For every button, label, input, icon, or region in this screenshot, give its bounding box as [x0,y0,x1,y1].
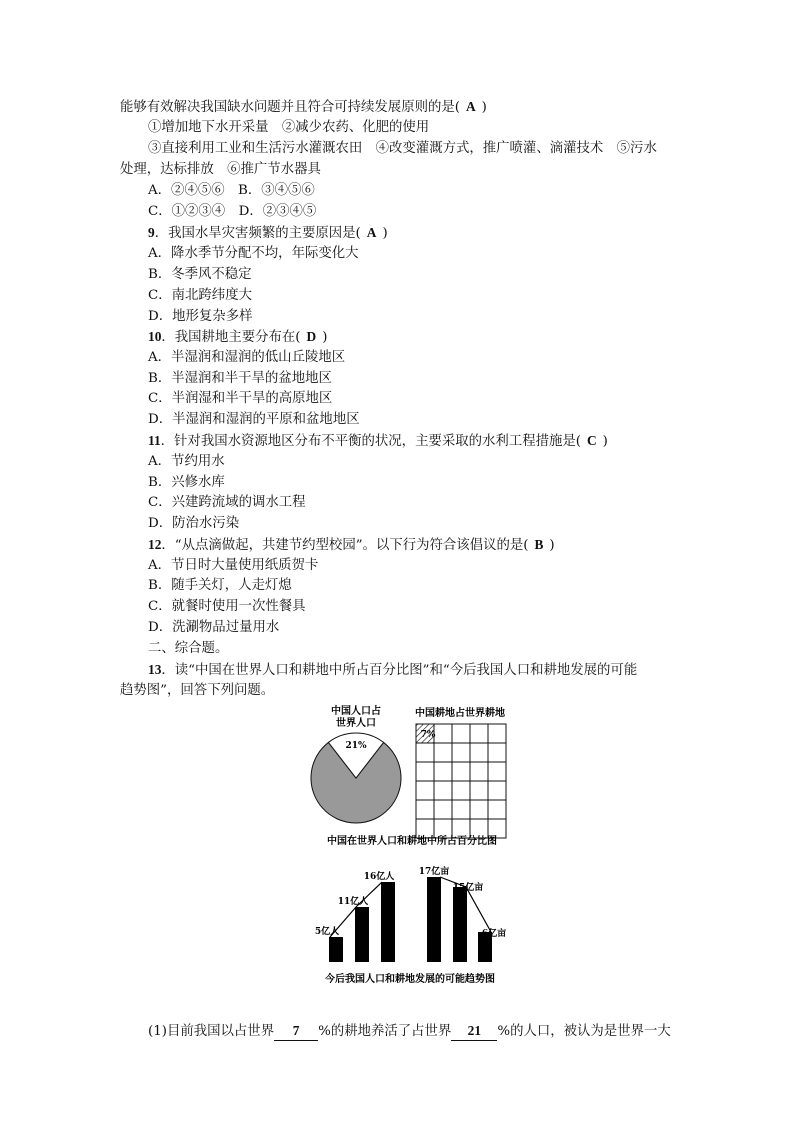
q9-option-d: D．地形复杂多样 [148,309,253,324]
q8-choices-ab: A．②④⑤⑥ B．③④⑤⑥ [148,183,315,198]
q12-stem: 12．“从点滴做起，共建节约型校园”。以下行为符合该倡议的是( B ) [148,537,555,553]
q9-option-b: B．冬季风不稳定 [148,267,252,282]
q9-option-c: C．南北跨纬度大 [148,288,252,303]
grid-cell [452,724,470,743]
grid-cell [416,781,434,800]
section-heading: 二、综合题。 [148,641,229,656]
grid-cell [488,743,506,762]
q12-option-b: B．随手关灯，人走灯熄 [148,578,292,593]
q8-option-line-2: ③直接利用工业和生活污水灌溉农田 ④改变灌溉方式，推广喷灌、滴灌技术 ⑤污水 [148,141,657,156]
population-bar [381,882,395,962]
grid-cell [416,743,434,762]
farmland-data-label: 6亿亩 [481,929,507,939]
population-data-label: 11亿人 [337,897,369,907]
q12-option-d: D．洗涮物品过量用水 [148,620,280,635]
q8-option-line-3: 处理，达标排放 ⑥推广节水器具 [120,162,321,177]
grid-cell [434,762,452,781]
pie-title-line-1: 中国人口占 [331,706,381,717]
grid-cell [434,800,452,819]
population-bar [355,907,369,962]
trend-chart-title: 今后我国人口和耕地发展的可能趋势图 [325,974,495,985]
q12-option-c: C．就餐时使用一次性餐具 [148,599,306,614]
grid-cell [434,781,452,800]
grid-cell [452,743,470,762]
grid-cell [470,781,488,800]
q13-sub1-blank-2[interactable]: 21 [451,1022,497,1041]
q11-option-b: B．兴修水库 [148,475,225,490]
q8-option-line-1: ①增加地下水开采量 ②减少农药、化肥的使用 [148,120,430,135]
farmland-data-label: 17亿亩 [418,867,450,877]
population-data-label: 5亿人 [314,927,340,937]
q11-option-c: C．兴建跨流域的调水工程 [148,495,306,510]
q10-stem: 10．我国耕地主要分布在( D ) [148,329,328,345]
grid-cell [470,762,488,781]
q10-option-d: D．半湿润和湿润的平原和盆地地区 [148,412,360,427]
q8-stem: 能够有效解决我国缺水问题并且符合可持续发展原则的是( A ) [120,99,487,115]
q9-option-a: A．降水季节分配不均，年际变化大 [148,246,359,261]
q13-stem-line-1: 13．读“中国在世界人口和耕地中所占百分比图”和“今后我国人口和耕地发展的可能 [148,662,638,678]
pie-title-line-2: 世界人口 [336,718,376,729]
grid-cell [416,800,434,819]
q8-choices-cd: C．①②③④ D．②③④⑤ [148,204,317,219]
grid-cell [488,724,506,743]
q13-sub1-blank-1[interactable]: 7 [274,1022,318,1041]
pie-percent-label: 21% [345,741,367,751]
trend-bar-chart [300,852,530,990]
grid-cell [452,800,470,819]
grid-cell [434,743,452,762]
grid-percent-label: 7% [420,730,436,740]
q11-stem: 11．针对我国水资源地区分布不平衡的状况，主要采取的水利工程措施是( C ) [148,433,608,449]
q12-option-a: A．节日时大量使用纸质贺卡 [148,558,319,573]
q9-stem: 9．我国水旱灾害频繁的主要原因是( A ) [148,225,388,241]
grid-cell [452,762,470,781]
grid-cell [488,762,506,781]
grid-cell [470,724,488,743]
farmland-bar [427,877,441,962]
grid-cell [434,724,452,743]
q13-sub1: (1)目前我国以占世界 7 %的耕地养活了占世界 21 %的人口，被认为是世界一大 [148,1023,671,1039]
population-data-label: 16亿人 [363,872,395,882]
farmland-bar [453,887,467,962]
grid-cell [470,743,488,762]
grid-cell [416,762,434,781]
grid-cell [452,781,470,800]
grid-title: 中国耕地占世界耕地 [415,708,505,719]
grid-cell [470,800,488,819]
grid-cell [488,781,506,800]
q11-option-d: D．防治水污染 [148,516,240,531]
q10-option-b: B．半湿润和半干旱的盆地地区 [148,371,332,386]
farmland-grid [416,724,506,838]
q10-option-a: A．半湿润和湿润的低山丘陵地区 [148,350,346,365]
grid-cell [488,800,506,819]
figure1-caption: 中国在世界人口和耕地中所占百分比图 [327,836,497,847]
q11-option-a: A．节约用水 [148,454,225,469]
farmland-data-label: 15亿亩 [452,883,484,893]
q13-stem-line-2: 趋势图”，回答下列问题。 [120,683,275,698]
population-bar [329,937,343,962]
percentage-figure [300,700,520,850]
q10-option-c: C．半润湿和半干旱的高原地区 [148,391,333,406]
